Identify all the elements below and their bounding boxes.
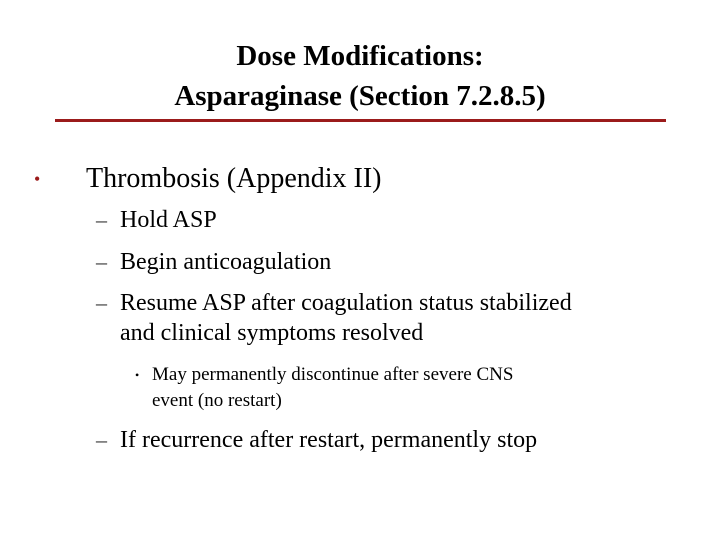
title-underline: [55, 119, 666, 122]
dash-icon: –: [96, 427, 107, 452]
dash-icon: –: [96, 207, 107, 232]
bullet-dot-icon: •: [34, 169, 41, 189]
subbullet-text: Begin anticoagulation: [120, 249, 332, 275]
dash-icon: –: [96, 290, 107, 315]
subsubbullet-text-line2: event (no restart): [152, 390, 282, 411]
dash-icon: –: [96, 249, 107, 274]
subsubbullet-text: [152, 362, 513, 414]
bullet-text: Thrombosis (Appendix II): [86, 163, 382, 194]
bullet-dot-icon: •: [135, 368, 140, 382]
slide-title: [0, 36, 720, 116]
subbullet-text: [120, 288, 572, 348]
subbullet-text-line2: and clinical symptoms resolved: [120, 320, 424, 346]
subbullet-text-line1: Resume ASP after coagulation status stabilized: [120, 290, 572, 316]
slide-title-line1: Dose Modifications:: [236, 40, 484, 72]
subbullet-text: Hold ASP: [120, 207, 217, 233]
slide-title-line2: Asparaginase (Section 7.2.8.5): [174, 80, 546, 112]
subsubbullet-text-line1: May permanently discontinue after severe CNS: [152, 364, 514, 385]
subbullet-text: If recurrence after restart, permanently stop: [120, 427, 538, 453]
